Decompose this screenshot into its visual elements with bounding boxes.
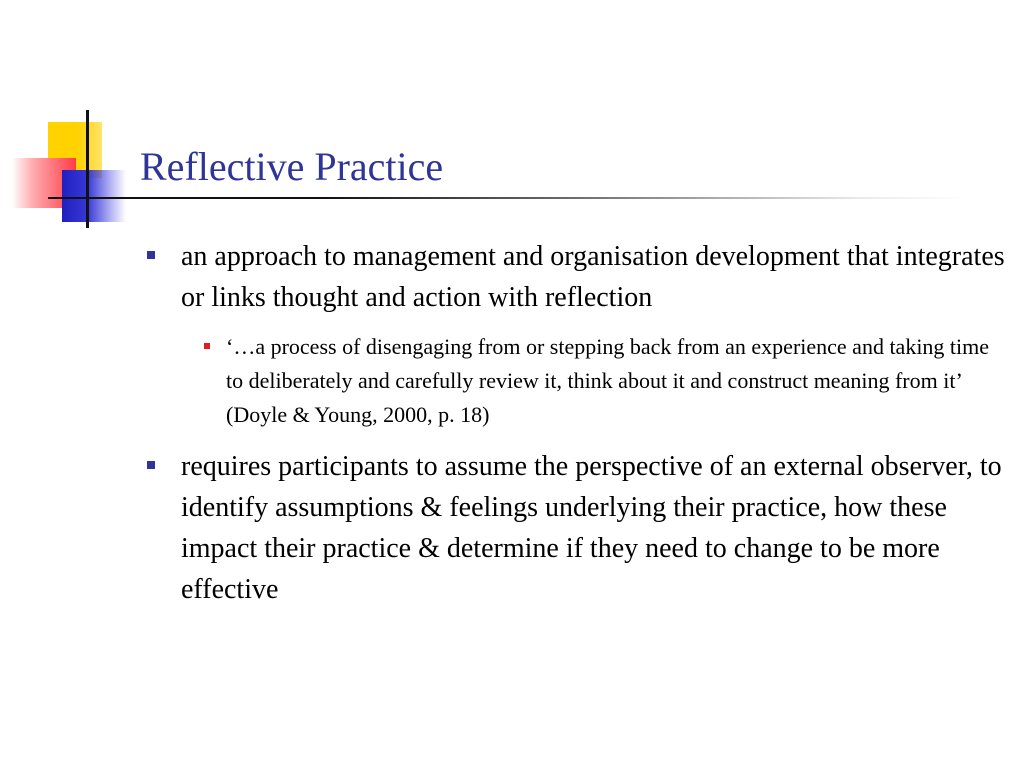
bullet-item xyxy=(140,446,1010,610)
square-bullet-icon xyxy=(204,343,210,349)
sub-bullet-item xyxy=(181,330,1010,432)
vertical-divider-line xyxy=(86,110,89,228)
bullet-text: requires participants to assume the perspective of an external observer, to identify assumptions & feelings underlying their practice, how these impact their practice & determine if they need to change to be more effective xyxy=(181,451,1002,605)
square-bullet-icon xyxy=(147,251,155,259)
sub-bullet-text: ‘…a process of disengaging from or stepping back from an experience and taking time to deliberately and carefully review it, think about it and construct meaning from it’ (Doyle & Young, 2000, p. 18) xyxy=(226,334,990,427)
bullet-item xyxy=(140,236,1010,432)
slide-title: Reflective Practice xyxy=(140,144,444,189)
slide-logo-decoration xyxy=(0,0,200,240)
bullet-text: an approach to management and organisation development that integrates or links thought and action with reflection xyxy=(181,241,1005,313)
title-underline xyxy=(48,197,968,199)
slide-body xyxy=(140,236,1010,624)
blue-square-shape xyxy=(62,170,126,222)
square-bullet-icon xyxy=(147,461,155,469)
